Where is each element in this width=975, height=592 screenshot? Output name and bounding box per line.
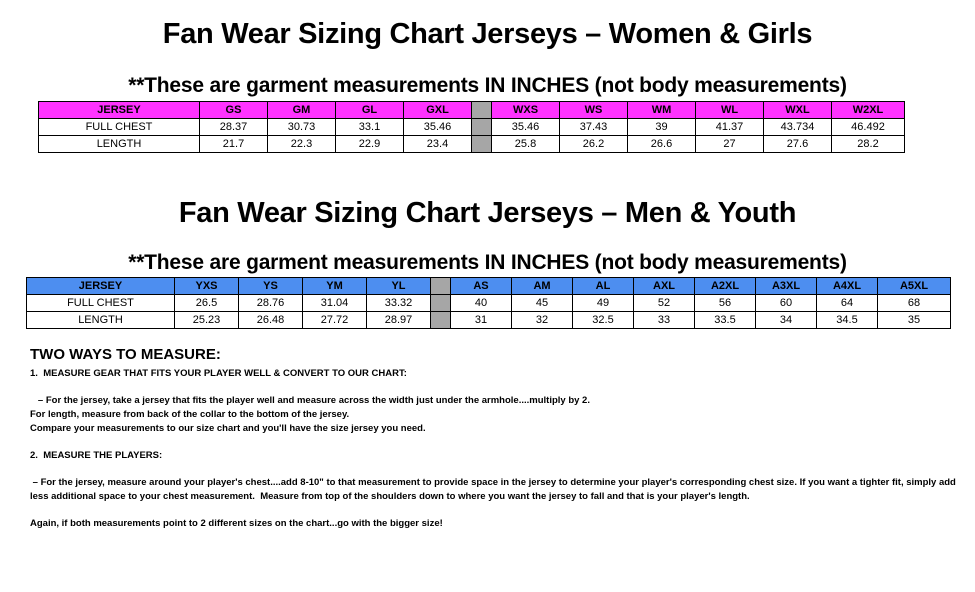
- closing-note: Again, if both measurements point to 2 different sizes on the chart...go with the bigger size!: [30, 518, 443, 529]
- measurement-cell: 33: [634, 312, 695, 329]
- measurement-cell: 46.492: [832, 119, 905, 136]
- size-header-as: AS: [451, 278, 512, 295]
- men-sizing-table: [26, 277, 951, 329]
- measurement-cell: 43.734: [764, 119, 832, 136]
- women-chart-subtitle: **These are garment measurements IN INCHES (not body measurements): [128, 74, 847, 97]
- size-header-wl: WL: [696, 102, 764, 119]
- row-label: FULL CHEST: [39, 119, 200, 136]
- measurement-cell: 22.9: [336, 136, 404, 153]
- women-sizing-table: [38, 101, 905, 153]
- measurement-cell: 60: [756, 295, 817, 312]
- measurement-cell: 30.73: [268, 119, 336, 136]
- measurement-cell: 68: [878, 295, 951, 312]
- measurement-cell: 23.4: [404, 136, 472, 153]
- divider-cell: [472, 119, 492, 136]
- size-header-wxs: WXS: [492, 102, 560, 119]
- size-header-a2xl: A2XL: [695, 278, 756, 295]
- table-row: [27, 312, 951, 329]
- men-chart-subtitle: **These are garment measurements IN INCHES (not body measurements): [128, 251, 847, 274]
- row-label: LENGTH: [27, 312, 175, 329]
- measurement-cell: 31.04: [303, 295, 367, 312]
- measurement-cell: 33.1: [336, 119, 404, 136]
- divider-cell: [472, 136, 492, 153]
- men-header-row: [27, 278, 951, 295]
- size-header-a4xl: A4XL: [817, 278, 878, 295]
- measurement-cell: 26.5: [175, 295, 239, 312]
- size-header-gs: GS: [200, 102, 268, 119]
- measurement-cell: 35: [878, 312, 951, 329]
- measurement-cell: 27.6: [764, 136, 832, 153]
- size-header-jersey: JERSEY: [27, 278, 175, 295]
- measurement-cell: 39: [628, 119, 696, 136]
- measurement-cell: 35.46: [492, 119, 560, 136]
- women-chart-title: Fan Wear Sizing Chart Jerseys – Women & Girls: [162, 18, 813, 50]
- size-header-yxs: YXS: [175, 278, 239, 295]
- size-header-wm: WM: [628, 102, 696, 119]
- measurement-cell: 37.43: [560, 119, 628, 136]
- table-row: [27, 295, 951, 312]
- measurement-cell: 34.5: [817, 312, 878, 329]
- measurement-cell: 35.46: [404, 119, 472, 136]
- measurement-cell: 28.37: [200, 119, 268, 136]
- measurement-cell: 26.2: [560, 136, 628, 153]
- measurement-cell: 33.32: [367, 295, 431, 312]
- measurement-cell: 21.7: [200, 136, 268, 153]
- step1-line3: Compare your measurements to our size chart and you'll have the size jersey you need.: [30, 423, 426, 434]
- step1-line2: For length, measure from back of the collar to the bottom of the jersey.: [30, 409, 350, 420]
- measure-instructions: [30, 346, 960, 531]
- step1-title: 1. MEASURE GEAR THAT FITS YOUR PLAYER WELL & CONVERT TO OUR CHART:: [30, 368, 407, 379]
- measurement-cell: 52: [634, 295, 695, 312]
- measurement-cell: 41.37: [696, 119, 764, 136]
- measurement-cell: 26.48: [239, 312, 303, 329]
- step1-line1: – For the jersey, take a jersey that fits the player well and measure across the width just under the armhole....multiply by 2.: [30, 395, 590, 406]
- size-header-ws: WS: [560, 102, 628, 119]
- divider-cell: [431, 278, 451, 295]
- table-row: [39, 119, 905, 136]
- size-header-axl: AXL: [634, 278, 695, 295]
- size-header-a5xl: A5XL: [878, 278, 951, 295]
- measurement-cell: 45: [512, 295, 573, 312]
- table-row: [39, 136, 905, 153]
- size-header-gm: GM: [268, 102, 336, 119]
- size-header-gl: GL: [336, 102, 404, 119]
- size-header-al: AL: [573, 278, 634, 295]
- divider-cell: [431, 312, 451, 329]
- measurement-cell: 22.3: [268, 136, 336, 153]
- step2-title: 2. MEASURE THE PLAYERS:: [30, 450, 163, 461]
- size-header-am: AM: [512, 278, 573, 295]
- measurement-cell: 26.6: [628, 136, 696, 153]
- measurement-cell: 40: [451, 295, 512, 312]
- size-header-w2xl: W2XL: [832, 102, 905, 119]
- size-header-yl: YL: [367, 278, 431, 295]
- measurement-cell: 34: [756, 312, 817, 329]
- men-chart-title: Fan Wear Sizing Chart Jerseys – Men & Youth: [178, 197, 797, 229]
- size-header-jersey: JERSEY: [39, 102, 200, 119]
- measurement-cell: 27.72: [303, 312, 367, 329]
- measurement-cell: 31: [451, 312, 512, 329]
- measurement-cell: 32: [512, 312, 573, 329]
- divider-cell: [431, 295, 451, 312]
- measurement-cell: 33.5: [695, 312, 756, 329]
- measure-heading: TWO WAYS TO MEASURE:: [30, 346, 221, 363]
- row-label: LENGTH: [39, 136, 200, 153]
- measurement-cell: 28.76: [239, 295, 303, 312]
- measurement-cell: 64: [817, 295, 878, 312]
- size-header-ym: YM: [303, 278, 367, 295]
- measurement-cell: 25.23: [175, 312, 239, 329]
- step2-text: – For the jersey, measure around your player's chest....add 8-10" to that measurement to provide space in the jersey to determine your player's corresponding chest size. If you want a tighter fit, simply add less additional space to your chest measurement. Measure from top of the shoulders down to where you want the jersey to fall and that is your player's length.: [30, 477, 959, 502]
- measurement-cell: 27: [696, 136, 764, 153]
- measurement-cell: 28.2: [832, 136, 905, 153]
- women-header-row: [39, 102, 905, 119]
- measurement-cell: 49: [573, 295, 634, 312]
- size-header-gxl: GXL: [404, 102, 472, 119]
- size-header-ys: YS: [239, 278, 303, 295]
- size-header-wxl: WXL: [764, 102, 832, 119]
- size-header-a3xl: A3XL: [756, 278, 817, 295]
- divider-cell: [472, 102, 492, 119]
- measurement-cell: 28.97: [367, 312, 431, 329]
- measurement-cell: 32.5: [573, 312, 634, 329]
- measurement-cell: 56: [695, 295, 756, 312]
- measurement-cell: 25.8: [492, 136, 560, 153]
- row-label: FULL CHEST: [27, 295, 175, 312]
